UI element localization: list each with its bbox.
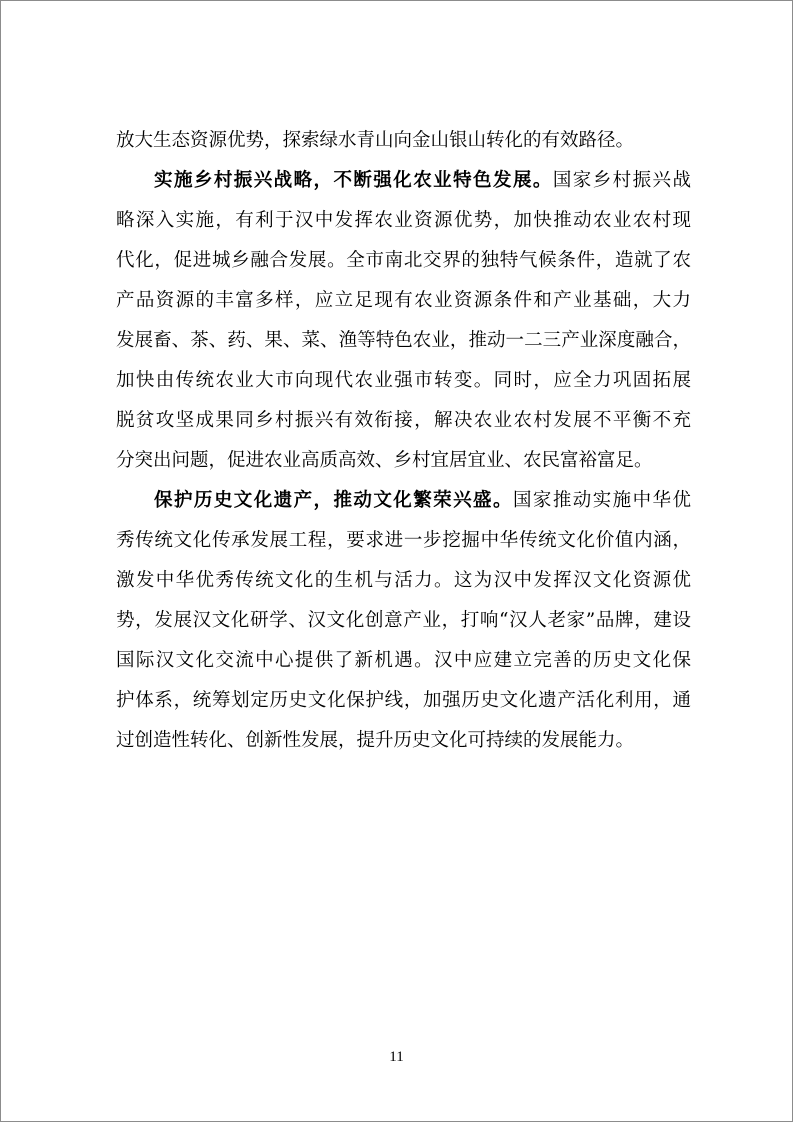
paragraph-ecology — [116, 121, 691, 161]
text-line: 国际汉文化交流中心提供了新机遇。汉中应建立完善的历史文化保 — [116, 650, 691, 671]
text-line: 代化，促进城乡融合发展。全市南北交界的独特气候条件，造就了农 — [116, 250, 691, 271]
text-line: 过创造性转化、创新性发展，提升历史文化可持续的发展能力。 — [116, 730, 635, 751]
document-body — [116, 121, 691, 761]
paragraph-cultural-heritage — [116, 481, 691, 761]
paragraph-first-line-text: 国家乡村振兴战 — [552, 170, 691, 191]
page-number: 11 — [389, 1049, 404, 1065]
paragraph-lead-heading: 实施乡村振兴战略，不断强化农业特色发展。 — [154, 170, 553, 191]
text-line: 势，发展汉文化研学、汉文化创意产业，打响“汉人老家”品牌，建设 — [116, 610, 691, 631]
text-line: 激发中华优秀传统文化的生机与活力。这为汉中发挥汉文化资源优 — [116, 570, 691, 591]
text-line: 发展畜、茶、药、果、菜、渔等特色农业，推动一二三产业深度融合， — [116, 330, 691, 351]
paragraph-rural-revitalization — [116, 161, 691, 481]
text-line: 加快由传统农业大市向现代农业强市转变。同时，应全力巩固拓展 — [116, 370, 691, 391]
text-line: 秀传统文化传承发展工程，要求进一步挖掘中华传统文化价值内涵， — [116, 530, 691, 551]
text-line: 放大生态资源优势，探索绿水青山向金山银山转化的有效路径。 — [116, 130, 635, 151]
text-line: 产品资源的丰富多样，应立足现有农业资源条件和产业基础，大力 — [116, 290, 691, 311]
text-line: 脱贫攻坚成果同乡村振兴有效衔接，解决农业农村发展不平衡不充 — [116, 410, 691, 431]
text-line: 护体系，统筹划定历史文化保护线，加强历史文化遗产活化利用，通 — [116, 690, 691, 711]
paragraph-first-line-text: 国家推动实施中华优 — [512, 490, 691, 511]
text-line: 略深入实施，有利于汉中发挥农业资源优势，加快推动农业农村现 — [116, 210, 691, 231]
text-line: 分突出问题，促进农业高质高效、乡村宜居宜业、农民富裕富足。 — [116, 450, 653, 471]
paragraph-lead-heading: 保护历史文化遗产，推动文化繁荣兴盛。 — [154, 490, 513, 511]
text-line — [116, 161, 691, 201]
text-line — [116, 481, 691, 521]
